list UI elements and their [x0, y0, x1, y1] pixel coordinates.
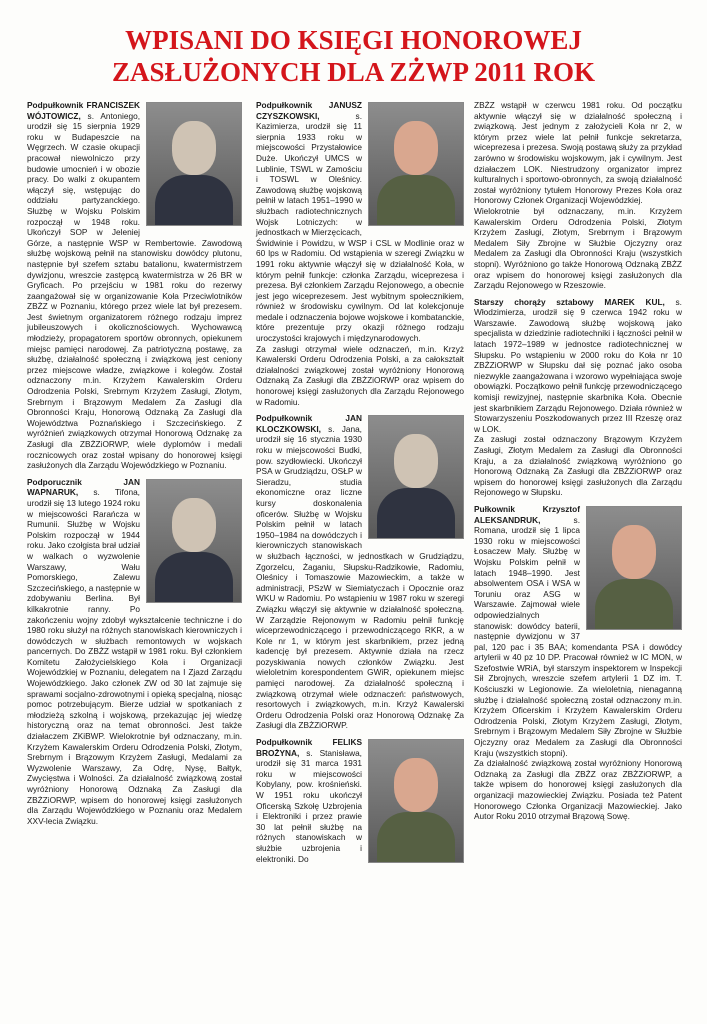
bio-text-aleksandruk: s. Romana, urodził się 1 lipca 1930 roku w miejscowości Łosaczew Mały. Służbę w Wojsku Polskim pełnił w latach 1948–1990. Jest absolwentem OSA i WSA w Toruniu oraz ASG w Warszawie. Zajmował wiele odpowiedzialnych stanowisk: dowódcy baterii, następnie dywizjonu w 37 pal, 120 pac i 35 BAA; komendanta PSA i dowódcy artylerii w 40 pz 10 DP. Pracował również w IC MON, w Szefostwie WRiA, był starszym inspektorem w Inspekcji Sił Zbrojnych, wreszcie szefem artylerii 1 DZ im. T. Kościuszki w Legionowie. Za wieloletnią, nienaganną służbę i działalność społeczną został odznaczony m.in. Krzyżem Oficerskim i Krzyżem Kawalerskim Orderu Odrodzenia Polski, Złotym Krzyżem Zasługi, Złotym, Srebrnym i Brązowym Medalem Siły Zbrojne w Służbie Ojczyzny oraz Medalem za Zasługi dla Obronności Kraju (wszystkich stopni).: [474, 514, 682, 758]
bio-text-wojtowicz: s. Antoniego, urodził się 15 sierpnia 1929 roku w Budapeszcie na Węgrzech. W czasie okupacji pracował niewolniczo przy budowie umocnień i w obozie pracy. Do walki z okupantem włączył się, wstępując do oddziału partyzanckiego. Służbę w Wojsku Polskim rozpoczął w 1948 roku. Ukończył SOP w Jeleniej Górze, a następnie WSP w Rembertowie. Zawodową służbę wojskową pełnił na stanowisku dowódcy plutonu, następnie był szefem sztabu batalionu, kwatermistrzem dywizjonu, wreszcie zastępcą kwatermistrza w 26 BR w Gryficach. Po przejściu w 1981 roku do rezerwy zaangażował się w organizowanie Koła Przeciwlotników ZBŻZ w Poznaniu, którego przez wiele lat był prezesem. Jest świetnym organizatorem różnego rodzaju imprez jubileuszowych i okolicznościowych. Wychowawcą młodzieży, propagatorem sportów obronnych, opiekunem miejsc pamięci narodowej. Za patriotyczną postawę, za służbę, działalność społeczną i związkową jest ceniony przez miejscowe władze, związkowe i kolegów. Został odznaczony m.in. Krzyżem Kawalerskim Orderu Odrodzenia Polski, Srebrnym Krzyżem Zasługi, Złotym, Srebrnym i Brązowym Medalem Za Zasługi dla Obronności Kraju, Honorową Odznaką Za Zasługi dla Województwa Poznańskiego i Szczecińskiego. Z wyróżnień związkowych otrzymał Honorową Odznakę za Zasługi dla ZBŻZiORWP, wiele dyplomów i medali rocznicowych oraz został wpisany do honorowej księgi zasłużonych dla Zarządu Wojewódzkiego w Poznaniu.: [27, 110, 242, 471]
bio-kul-awards: Za zasługi został odznaczony Brązowym Krzyżem Zasługi, Złotym Medalem za Zasługi dla Obronności Kraju, a za działalność związkową wyróżniono go Honorową Odznaką Za Zasługi dla ZBŻZiORWP oraz wpisem do honorowej księgi zasłużonych dla Zarządu Rejonowego w Słupsku.: [474, 434, 682, 498]
name-aleksandruk: Pułkownik Krzysztof ALEKSANDRUK,: [474, 503, 580, 525]
column-3: [474, 100, 682, 822]
page-title-line-1: WPISANI DO KSIĘGI HONOROWEJ: [125, 25, 582, 55]
bio-text-wapnaruk: s. Tifona, urodził się 13 lutego 1924 roku w miejscowości Rarańcza w Rumunii. Służbę w Wojsku Polskim rozpoczął w 1944 roku. Jako czołgista brał udział w walkach o wyzwolenie Warszawy, Wału Pomorskiego, Zalewu Szczecińskiego, a następnie w zdobywaniu Berlina. Był kilkakrotnie ranny. Po zakończeniu wojny zdobył wykształcenie techniczne i do 1980 roku służył na różnych stanowiskach kierowniczych i dowódczych w służbach remontowych w wojskach pancernych. Do ZBŻZ wstąpił w 1981 roku. Był członkiem Komitetu Założycielskiego Koła i Organizacji Wojewódzkiej w Poznaniu, delegatem na I Zjazd Zarządu Wojewódzkiego. Jako członek ZW od 30 lat zajmuje się sprawami socjalno-zdrowotnymi i opieką specjalną, niosąc pomoc potrzebującym. Bierze udział w spotkaniach z młodzieżą szkolną i wojskową, przekazując jej wiedzę historyczną oraz na temat obronności. Jest także działaczem ZKiBWP. Wielokrotnie był odznaczany, m.in. Krzyżem Kawalerskim Orderu Odrodzenia Polski, Złotym, Srebrnym i Brązowym Krzyżem Zasługi, Medalami za Wyzwolenie Warszawy, Za Odrę, Nysę, Bałtyk, Zwycięstwa i Wolności. Za działalność związkową został wyróżniony Honorową Odznaką Za Zasługi dla ZBŻZiORWP, wpisem do honorowej księgi zasłużonych dla Zarządu Wojewódzkiego w Poznaniu oraz Medalem XXV-lecia Związku.: [27, 487, 242, 826]
name-kloczkowski: Podpułkownik JAN KLOCZKOWSKI,: [256, 413, 362, 434]
portrait-wapnaruk: [146, 479, 242, 603]
page-title-line-2: ZASŁUŻONYCH DLA ZŻWP 2011 ROK: [111, 57, 596, 87]
portrait-wojtowicz: [146, 102, 242, 226]
name-czyszkowski: Podpułkownik JANUSZ CZYSZKOWSKI,: [256, 100, 362, 121]
bio-kul: [474, 297, 682, 435]
portrait-aleksandruk: [586, 506, 682, 630]
bio-brozyna-awards: Wielokrotnie był odznaczany, m.in. Krzyżem Kawalerskim Orderu Odrodzenia Polski, Złotym Krzyżem Zasługi, Złotym, Srebrnym i Brązowym Medalem Siły Zbrojne w Służbie Ojczyzny oraz Medalem za Zasługi dla Obronności Kraju (wszystkich stopni). Wyróżniono go także Honorową Odznaką ZBŻZ oraz wpisem do honorowej księgi zasłużonych dla Zarządu Rejonowego w Rzeszowie.: [474, 205, 682, 291]
portrait-brozyna: [368, 739, 464, 863]
name-wojtowicz: Podpułkownik FRANCISZEK WÓJTOWICZ,: [27, 100, 140, 121]
bio-text-czyszkowski: s. Kazimierza, urodził się 11 sierpnia 1933 roku w miejscowości Przystałowice Duże. Ukończył UMCS w Lublinie, TSWL w Zamościu i TOSWL w Oleśnicy. Zawodową służbę wojskową pełnił w latach 1951–1990 w służbach radiotechnicznych Wojsk Lotniczych: w jednostkach w Mierzęcicach, Świdwinie i Powidzu, w WSP i CSL w Modlinie oraz w 60 lps w Radomiu. Od wstąpienia w szeregi Związku w 1991 roku aktywnie włączył się w działalność Koła, w którym pełnił funkcje: członka Zarządu, wiceprezesa i prezesa. Był członkiem Zarządu Rejonowego, a obecnie jest jego wiceprezesem. Jest wybitnym społecznikiem, również w środowisku cywilnym. Od lat kolekcjonuje medale i odznaczenia bojowe wojskowe i kombatanckie, które prezentuje przy okazji różnego rodzaju uroczystości krajowych i międzynarodowych.: [256, 110, 464, 344]
name-wapnaruk: Podporucznik JAN WAPNARUK,: [27, 476, 140, 498]
bio-text-kul: s. Włodzimierza, urodził się 9 czerwca 1942 roku w Warszawie. Zawodową służbę wojskową jako specjalista w dziedzinie radiotechniki i łączności pełnił w latach 1972–1989 w jednostce radiotechnicznej w Słupsku. Po wstąpieniu w 2000 roku do Koła nr 10 ZBŻZiORWP w Słupsku dał się poznać jako osoba niezwykle zaangażowana i wzorowo wypełniająca swoje obowiązki. Początkowo pełnił funkcję przewodniczącego komisji rewizyjnej, następnie skarbnika Koła. Obecnie jest skarbnikiem Zarządu Rejonowego. Działa również w Stowarzyszeniu Poszkodowanych przez III Rzeszę oraz w LOK.: [474, 296, 682, 434]
bio-czyszkowski-awards: Za zasługi otrzymał wiele odznaczeń, m.in. Krzyż Kawalerski Orderu Odrodzenia Polski, a za całokształt działalności związkowej został wyróżniony Honorową Odznaką Za Zasługi dla ZBŻZiORWP oraz wpisem do honorowej księgi zasłużonych dla Zarządu Rejonowego w Radomiu.: [256, 343, 464, 407]
bio-text-kloczkowski: s. Jana, urodził się 16 stycznia 1930 roku w miejscowości Budki, pow. szydłowiecki. Ukończył PSA w Grudziądzu, OSŁP w Sieradzu, studia ekonomiczne oraz liczne kursy doskonalenia oficerów. Służbę w Wojsku Polskim pełnił w latach 1950–1984 na dowódczych i kierowniczych stanowiskach w służbach łączności, w jednostkach w Grudziądzu, Zgorzelcu, Żaganiu, Słupsku-Radzikowie, Radomiu, Oleśnicy i Tomaszowie Mazowieckim, a także w administracji, PSzW w Siemiatyczach i Opocznie oraz WKU w Radomiu. Po wstąpieniu w 1987 roku w szeregi Związku włączył się aktywnie w działalność społeczną. W Zarządzie Rejonowym w Radomiu pełnił funkcję wiceprzewodniczącego i przewodniczącego RKR, a w Kole nr 1, w którym jest skarbnikiem, przez jedną kadencję był prezesem. Aktywnie działa na rzecz pozyskiwania nowych członków Związku. Jest wieloletnim korespondentem GWiR, opiekunem miejsc pamięci narodowej. Za działalność społeczną i związkową otrzymał wiele odznaczeń: państwowych, resortowych i związkowych, m.in. Krzyż Kawalerski Orderu Odrodzenia Polski oraz Honorową Odznakę Za Zasługi dla ZBŻZiORWP.: [256, 423, 464, 731]
bio-brozyna-continued: ZBŻZ wstąpił w czerwcu 1981 roku. Od początku aktywnie włączył się w działalność społeczną i związkową. Jest jednym z założycieli Koła nr 2, w którym przez wiele lat pełnił funkcje sekretarza, wiceprezesa i prezesa. Swoją postawą służy za przykład zarówno w środowisku wojskowym, jak i cywilnym. Jest działaczem LOK. Niestrudzony organizator imprez kulturalnych i sportowo-obronnych, za swoją działalność został wyróżniony tytułem Honorowy Prezes Koła oraz Honorowy Członek Organizacji Wojewódzkiej.: [474, 100, 682, 206]
column-1: [27, 100, 242, 826]
bio-aleksandruk-awards: Za działalność związkową został wyróżniony Honorową Odznaką za Zasługi dla ZBŻZ oraz ZBŻZiORWP, a także wpisem do honorowej księgi zasłużonych dla organizacji mazowieckiej Związku. Posiada też Patent Honorowego Członka Organizacji Mazowieckiej. Jako Autor Roku 2010 otrzymał Brązową Sowę.: [474, 758, 682, 822]
portrait-czyszkowski: [368, 102, 464, 226]
name-brozyna: Podpułkownik FELIKS BROŻYNA,: [256, 737, 362, 758]
portrait-kloczkowski: [368, 415, 464, 539]
column-2: [256, 100, 464, 866]
name-kul: Starszy chorąży sztabowy MAREK KUL,: [474, 296, 665, 307]
bio-text-brozyna: s. Stanisława, urodził się 31 marca 1931 roku w miejscowości Kobylany, pow. krośnieński. W 1951 roku ukończył Oficerską Szkołę Uzbrojenia i Elektroniki i przez prawie 30 lat pełnił służbę na różnych stanowiskach w służbie uzbrojenia i elektroniki. Do: [256, 747, 362, 864]
